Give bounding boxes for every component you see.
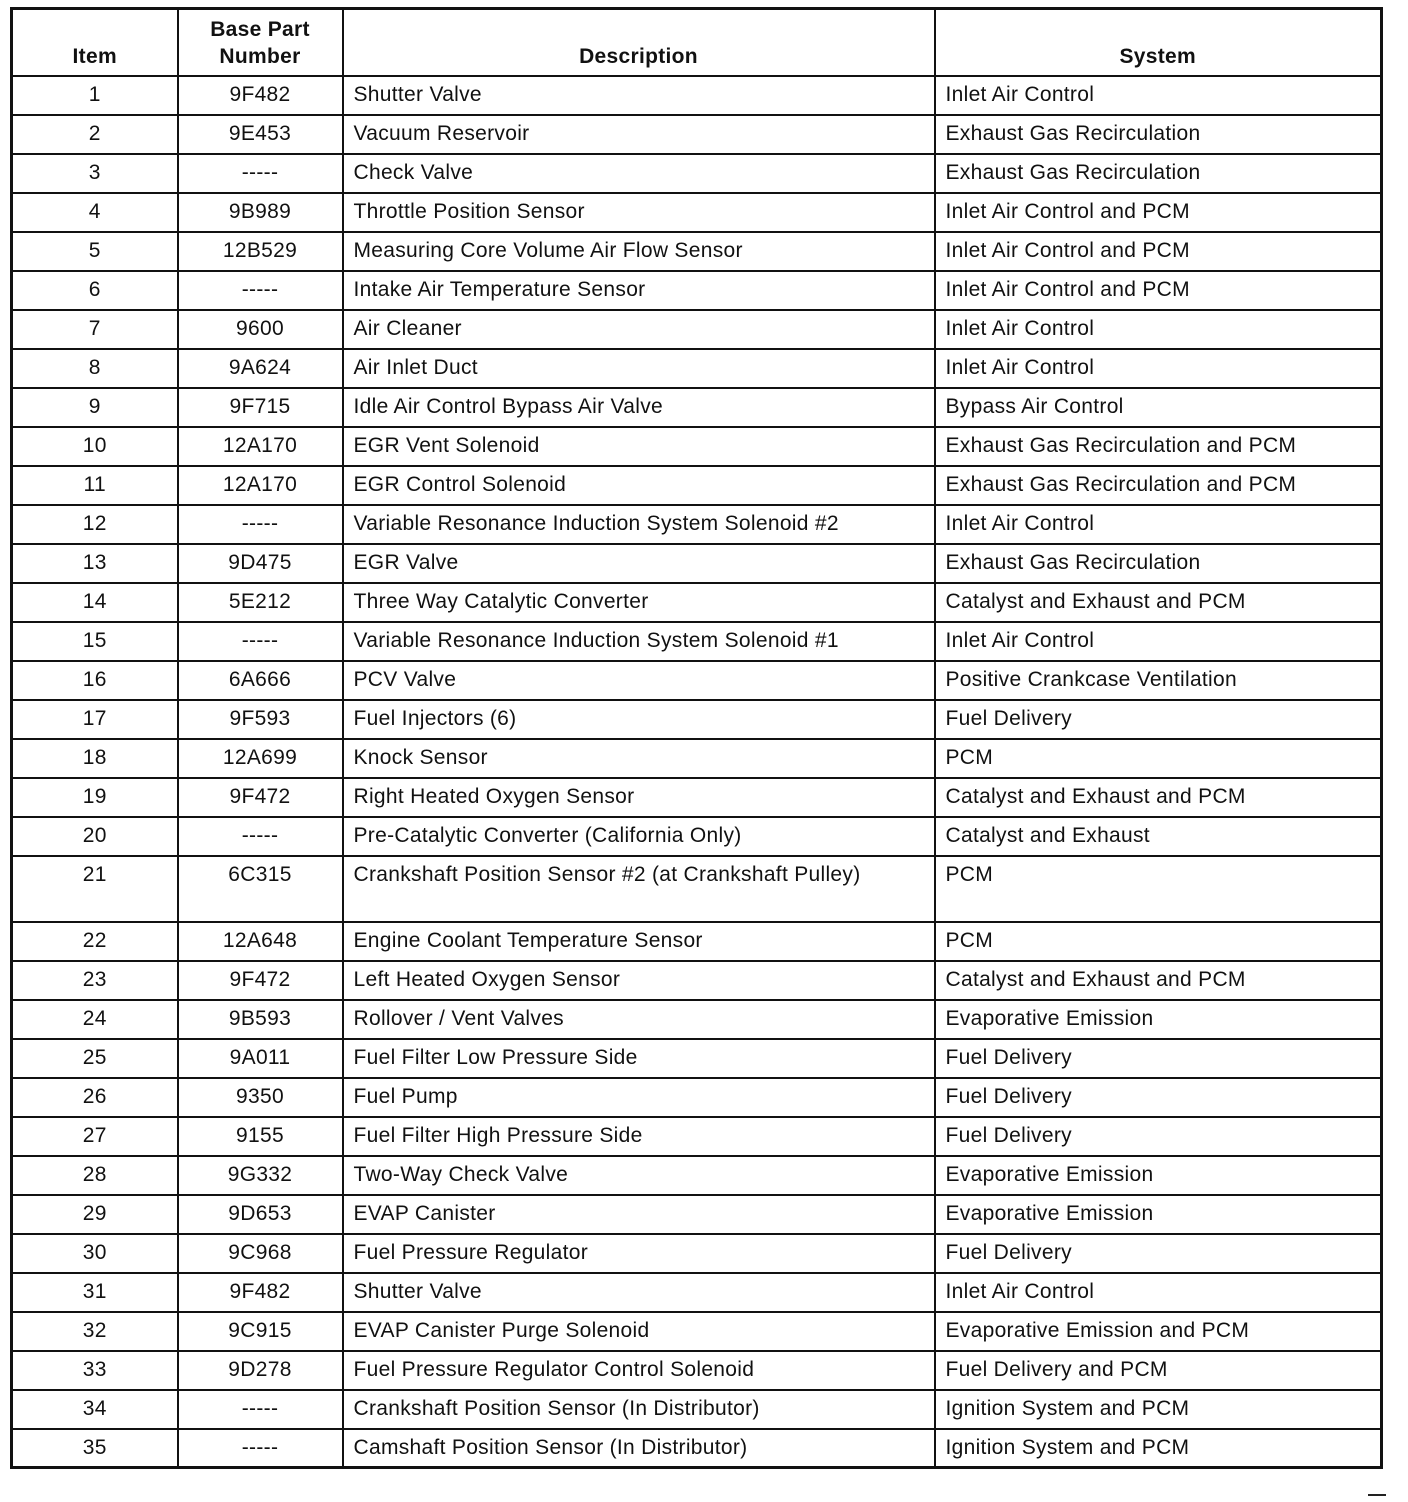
item-cell: 23 bbox=[12, 961, 178, 1000]
description-cell: Crankshaft Position Sensor #2 (at Crankshaft Pulley) bbox=[343, 856, 935, 922]
description-cell: Shutter Valve bbox=[343, 1273, 935, 1312]
part-number-cell: 9D475 bbox=[178, 544, 343, 583]
description-cell: EGR Valve bbox=[343, 544, 935, 583]
system-cell: Inlet Air Control bbox=[935, 505, 1382, 544]
item-cell: 14 bbox=[12, 583, 178, 622]
table-row bbox=[12, 232, 1382, 271]
table-row bbox=[12, 1390, 1382, 1429]
item-cell: 15 bbox=[12, 622, 178, 661]
description-cell: Right Heated Oxygen Sensor bbox=[343, 778, 935, 817]
item-cell: 21 bbox=[12, 856, 178, 922]
part-number-cell: 9A624 bbox=[178, 349, 343, 388]
part-number-cell: ----- bbox=[178, 1390, 343, 1429]
item-cell: 24 bbox=[12, 1000, 178, 1039]
description-cell: EVAP Canister bbox=[343, 1195, 935, 1234]
description-cell: Throttle Position Sensor bbox=[343, 193, 935, 232]
system-cell: Ignition System and PCM bbox=[935, 1429, 1382, 1468]
description-cell: Three Way Catalytic Converter bbox=[343, 583, 935, 622]
item-cell: 6 bbox=[12, 271, 178, 310]
header-system-label: System bbox=[1119, 44, 1196, 68]
part-number-cell: 12B529 bbox=[178, 232, 343, 271]
table-row bbox=[12, 1195, 1382, 1234]
table-row bbox=[12, 154, 1382, 193]
table-row bbox=[12, 1156, 1382, 1195]
part-number-cell: ----- bbox=[178, 271, 343, 310]
system-cell: Evaporative Emission bbox=[935, 1000, 1382, 1039]
part-number-cell: 9E453 bbox=[178, 115, 343, 154]
description-cell: Left Heated Oxygen Sensor bbox=[343, 961, 935, 1000]
part-number-cell: 9350 bbox=[178, 1078, 343, 1117]
item-cell: 26 bbox=[12, 1078, 178, 1117]
item-cell: 7 bbox=[12, 310, 178, 349]
table-row bbox=[12, 1117, 1382, 1156]
system-cell: Bypass Air Control bbox=[935, 388, 1382, 427]
table-row bbox=[12, 1000, 1382, 1039]
part-number-cell: 9D278 bbox=[178, 1351, 343, 1390]
table-row bbox=[12, 388, 1382, 427]
table-row bbox=[12, 505, 1382, 544]
item-cell: 35 bbox=[12, 1429, 178, 1468]
description-cell: Vacuum Reservoir bbox=[343, 115, 935, 154]
table-row bbox=[12, 1234, 1382, 1273]
parts-table bbox=[10, 7, 1383, 1469]
item-cell: 12 bbox=[12, 505, 178, 544]
table-row bbox=[12, 661, 1382, 700]
table-row bbox=[12, 427, 1382, 466]
item-cell: 17 bbox=[12, 700, 178, 739]
part-number-cell: 9F482 bbox=[178, 76, 343, 115]
item-cell: 11 bbox=[12, 466, 178, 505]
item-cell: 28 bbox=[12, 1156, 178, 1195]
system-cell: Fuel Delivery bbox=[935, 1039, 1382, 1078]
item-cell: 16 bbox=[12, 661, 178, 700]
system-cell: Exhaust Gas Recirculation bbox=[935, 115, 1382, 154]
corner-mark bbox=[1368, 1494, 1386, 1496]
description-cell: Fuel Pump bbox=[343, 1078, 935, 1117]
table-row bbox=[12, 466, 1382, 505]
description-cell: Rollover / Vent Valves bbox=[343, 1000, 935, 1039]
system-cell: Fuel Delivery and PCM bbox=[935, 1351, 1382, 1390]
part-number-cell: 9G332 bbox=[178, 1156, 343, 1195]
table-row bbox=[12, 544, 1382, 583]
part-number-cell: 9B989 bbox=[178, 193, 343, 232]
part-number-cell: 9155 bbox=[178, 1117, 343, 1156]
item-cell: 31 bbox=[12, 1273, 178, 1312]
table-row bbox=[12, 76, 1382, 115]
part-number-cell: ----- bbox=[178, 817, 343, 856]
system-cell: Exhaust Gas Recirculation bbox=[935, 154, 1382, 193]
description-cell: Shutter Valve bbox=[343, 76, 935, 115]
system-cell: Fuel Delivery bbox=[935, 700, 1382, 739]
system-cell: PCM bbox=[935, 739, 1382, 778]
item-cell: 13 bbox=[12, 544, 178, 583]
item-cell: 20 bbox=[12, 817, 178, 856]
item-cell: 4 bbox=[12, 193, 178, 232]
item-cell: 18 bbox=[12, 739, 178, 778]
header-part-line1: Base Part bbox=[210, 17, 310, 41]
part-number-cell: 9B593 bbox=[178, 1000, 343, 1039]
table-row bbox=[12, 856, 1382, 922]
part-number-cell: 9C915 bbox=[178, 1312, 343, 1351]
table-row bbox=[12, 778, 1382, 817]
table-row bbox=[12, 1312, 1382, 1351]
description-cell: EGR Vent Solenoid bbox=[343, 427, 935, 466]
description-cell: Engine Coolant Temperature Sensor bbox=[343, 922, 935, 961]
item-cell: 3 bbox=[12, 154, 178, 193]
system-cell: Inlet Air Control bbox=[935, 76, 1382, 115]
table-row bbox=[12, 271, 1382, 310]
description-cell: Variable Resonance Induction System Solenoid #2 bbox=[343, 505, 935, 544]
description-cell: EVAP Canister Purge Solenoid bbox=[343, 1312, 935, 1351]
part-number-cell: 9A011 bbox=[178, 1039, 343, 1078]
part-number-cell: 9C968 bbox=[178, 1234, 343, 1273]
system-cell: Evaporative Emission bbox=[935, 1156, 1382, 1195]
description-cell: Fuel Filter Low Pressure Side bbox=[343, 1039, 935, 1078]
item-cell: 29 bbox=[12, 1195, 178, 1234]
part-number-cell: 9600 bbox=[178, 310, 343, 349]
system-cell: Evaporative Emission and PCM bbox=[935, 1312, 1382, 1351]
table-row bbox=[12, 310, 1382, 349]
part-number-cell: 12A699 bbox=[178, 739, 343, 778]
description-cell: Fuel Injectors (6) bbox=[343, 700, 935, 739]
system-cell: Inlet Air Control bbox=[935, 310, 1382, 349]
description-cell: PCV Valve bbox=[343, 661, 935, 700]
description-cell: Crankshaft Position Sensor (In Distributor) bbox=[343, 1390, 935, 1429]
system-cell: Catalyst and Exhaust and PCM bbox=[935, 583, 1382, 622]
part-number-cell: 9F482 bbox=[178, 1273, 343, 1312]
description-cell: Measuring Core Volume Air Flow Sensor bbox=[343, 232, 935, 271]
description-cell: Two-Way Check Valve bbox=[343, 1156, 935, 1195]
description-cell: EGR Control Solenoid bbox=[343, 466, 935, 505]
item-cell: 2 bbox=[12, 115, 178, 154]
system-cell: Catalyst and Exhaust and PCM bbox=[935, 961, 1382, 1000]
table-row bbox=[12, 817, 1382, 856]
system-cell: Positive Crankcase Ventilation bbox=[935, 661, 1382, 700]
system-cell: Inlet Air Control bbox=[935, 349, 1382, 388]
system-cell: Fuel Delivery bbox=[935, 1234, 1382, 1273]
header-system bbox=[935, 9, 1382, 76]
header-description bbox=[343, 9, 935, 76]
table-row bbox=[12, 1078, 1382, 1117]
table-row bbox=[12, 922, 1382, 961]
description-cell: Check Valve bbox=[343, 154, 935, 193]
table-row bbox=[12, 1429, 1382, 1468]
system-cell: Ignition System and PCM bbox=[935, 1390, 1382, 1429]
table-row bbox=[12, 1273, 1382, 1312]
table-header-row bbox=[12, 9, 1382, 76]
system-cell: Catalyst and Exhaust and PCM bbox=[935, 778, 1382, 817]
table-row bbox=[12, 193, 1382, 232]
part-number-cell: 6A666 bbox=[178, 661, 343, 700]
description-cell: Air Cleaner bbox=[343, 310, 935, 349]
system-cell: Inlet Air Control bbox=[935, 622, 1382, 661]
part-number-cell: ----- bbox=[178, 154, 343, 193]
system-cell: Fuel Delivery bbox=[935, 1078, 1382, 1117]
system-cell: Exhaust Gas Recirculation and PCM bbox=[935, 466, 1382, 505]
description-cell: Variable Resonance Induction System Solenoid #1 bbox=[343, 622, 935, 661]
system-cell: Catalyst and Exhaust bbox=[935, 817, 1382, 856]
table-row bbox=[12, 622, 1382, 661]
part-number-cell: 5E212 bbox=[178, 583, 343, 622]
system-cell: Inlet Air Control and PCM bbox=[935, 193, 1382, 232]
table-row bbox=[12, 961, 1382, 1000]
description-cell: Intake Air Temperature Sensor bbox=[343, 271, 935, 310]
description-cell: Fuel Filter High Pressure Side bbox=[343, 1117, 935, 1156]
part-number-cell: 9F593 bbox=[178, 700, 343, 739]
item-cell: 19 bbox=[12, 778, 178, 817]
system-cell: PCM bbox=[935, 922, 1382, 961]
table-row bbox=[12, 583, 1382, 622]
part-number-cell: 12A170 bbox=[178, 466, 343, 505]
item-cell: 1 bbox=[12, 76, 178, 115]
system-cell: Evaporative Emission bbox=[935, 1195, 1382, 1234]
part-number-cell: 9F472 bbox=[178, 961, 343, 1000]
item-cell: 22 bbox=[12, 922, 178, 961]
item-cell: 9 bbox=[12, 388, 178, 427]
description-cell: Air Inlet Duct bbox=[343, 349, 935, 388]
part-number-cell: 9F472 bbox=[178, 778, 343, 817]
part-number-cell: 6C315 bbox=[178, 856, 343, 922]
header-description-label: Description bbox=[579, 44, 698, 68]
system-cell: PCM bbox=[935, 856, 1382, 922]
description-cell: Fuel Pressure Regulator Control Solenoid bbox=[343, 1351, 935, 1390]
item-cell: 34 bbox=[12, 1390, 178, 1429]
description-cell: Fuel Pressure Regulator bbox=[343, 1234, 935, 1273]
item-cell: 25 bbox=[12, 1039, 178, 1078]
table-row bbox=[12, 739, 1382, 778]
header-item bbox=[12, 9, 178, 76]
item-cell: 8 bbox=[12, 349, 178, 388]
system-cell: Exhaust Gas Recirculation bbox=[935, 544, 1382, 583]
description-cell: Camshaft Position Sensor (In Distributor) bbox=[343, 1429, 935, 1468]
system-cell: Inlet Air Control and PCM bbox=[935, 232, 1382, 271]
table-row bbox=[12, 115, 1382, 154]
item-cell: 32 bbox=[12, 1312, 178, 1351]
part-number-cell: ----- bbox=[178, 1429, 343, 1468]
item-cell: 30 bbox=[12, 1234, 178, 1273]
description-cell: Idle Air Control Bypass Air Valve bbox=[343, 388, 935, 427]
table-row bbox=[12, 1039, 1382, 1078]
description-cell: Pre-Catalytic Converter (California Only) bbox=[343, 817, 935, 856]
part-number-cell: 9F715 bbox=[178, 388, 343, 427]
part-number-cell: 9D653 bbox=[178, 1195, 343, 1234]
system-cell: Exhaust Gas Recirculation and PCM bbox=[935, 427, 1382, 466]
part-number-cell: ----- bbox=[178, 505, 343, 544]
item-cell: 5 bbox=[12, 232, 178, 271]
description-cell: Knock Sensor bbox=[343, 739, 935, 778]
table-body bbox=[12, 76, 1382, 1468]
header-item-label: Item bbox=[72, 44, 117, 68]
item-cell: 33 bbox=[12, 1351, 178, 1390]
part-number-cell: 12A648 bbox=[178, 922, 343, 961]
table-row bbox=[12, 700, 1382, 739]
part-number-cell: ----- bbox=[178, 622, 343, 661]
header-part-line2: Number bbox=[219, 44, 301, 68]
table-row bbox=[12, 349, 1382, 388]
table-row bbox=[12, 1351, 1382, 1390]
system-cell: Inlet Air Control and PCM bbox=[935, 271, 1382, 310]
system-cell: Inlet Air Control bbox=[935, 1273, 1382, 1312]
system-cell: Fuel Delivery bbox=[935, 1117, 1382, 1156]
item-cell: 27 bbox=[12, 1117, 178, 1156]
header-base-part-number bbox=[178, 9, 343, 76]
item-cell: 10 bbox=[12, 427, 178, 466]
part-number-cell: 12A170 bbox=[178, 427, 343, 466]
